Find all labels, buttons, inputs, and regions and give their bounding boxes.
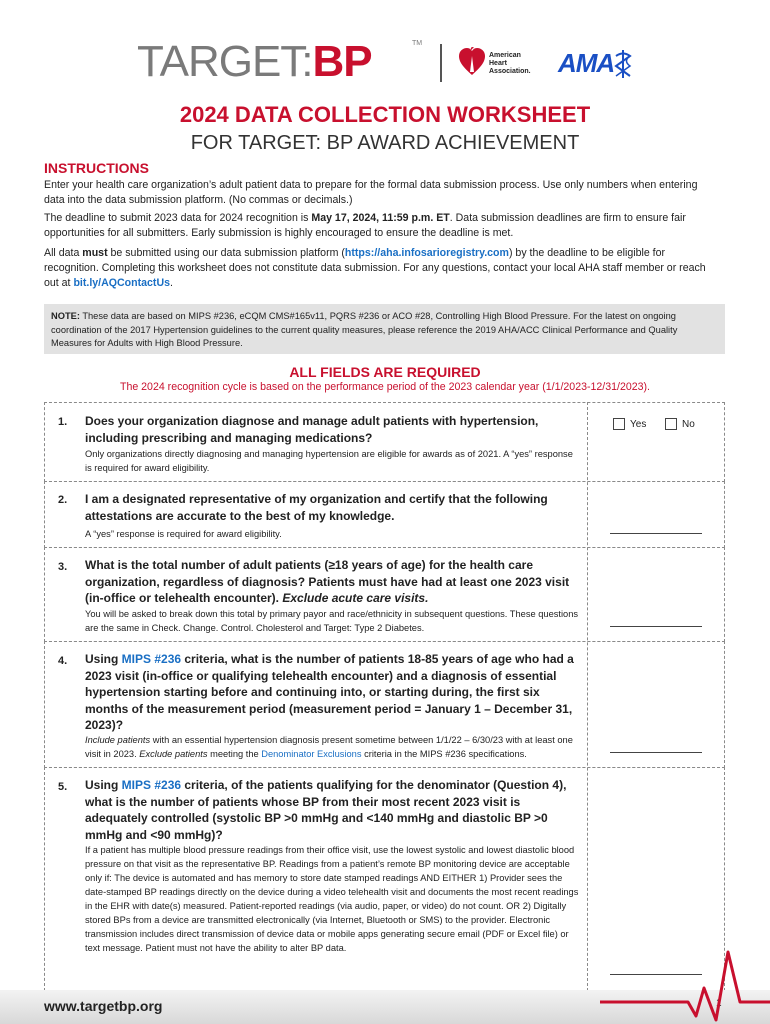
question-4-note	[85, 733, 580, 761]
logo-text-bp: BP	[312, 37, 372, 86]
question-1-text: Does your organization diagnose and manage adult patients with hypertension, including prescribing and managing medications?	[85, 414, 539, 445]
note-label: NOTE:	[51, 311, 80, 321]
target-bp-logo	[137, 38, 372, 86]
contact-us-link[interactable]: bit.ly/AQContactUs	[73, 277, 170, 289]
question-2-note: A “yes” response is required for award eligibility.	[85, 529, 282, 539]
yes-checkbox[interactable]	[613, 418, 625, 430]
page-number: 1	[716, 998, 722, 1009]
question-3-note: You will be asked to break down this total by primary payor and race/ethnicity in subsequent questions. These questions are the same in Check. Change. Control. Cholesterol and Target: Type 2 Diabetes.	[85, 609, 579, 633]
aha-logo	[459, 44, 539, 84]
ama-logo-text: AMA	[558, 48, 615, 78]
question-number: 5.	[58, 781, 68, 793]
question-5-main: Using	[85, 778, 122, 792]
question-1-note: Only organizations directly diagnosing and managing hypertension are eligible for awards as of 2021. A “yes” response is required for award eligibility.	[85, 449, 573, 473]
trademark: TM	[412, 40, 423, 47]
yes-label: Yes	[630, 419, 647, 430]
question-5-text	[85, 777, 580, 843]
question-4-text	[85, 651, 580, 734]
p3-text-end: .	[169, 277, 173, 289]
deadline-date: May 17, 2024, 11:59 p.m. ET	[311, 212, 450, 224]
question-number: 3.	[58, 561, 68, 573]
caduceus-icon	[612, 48, 634, 80]
note-text: These data are based on MIPS #236, eCQM CMS#165v11, PQRS #236 or ACO #28, Controlling High Blood Pressure. For the latest on ongoing coordination of the 2017 Hypertension guidelines to the current quality measures, please reference the 2019 AHA/ACC Clinical Performance and Quality Measures for Adults with High Blood Pressure.	[51, 311, 678, 348]
submission-platform-link[interactable]: https://aha.infosarioregistry.com	[344, 247, 509, 259]
question-3-emphasis: Exclude acute care visits.	[282, 591, 429, 605]
instructions-paragraph-1: Enter your health care organization’s adult patient data to prepare for the formal data submission process. Use only numbers when entering data into the data submission platform. (No commas or decimals.)	[44, 179, 698, 206]
question-5-note: If a patient has multiple blood pressure readings from their office visit, use the lowest systolic and lowest diastolic blood pressure on that visit as the representative BP. Readings from a patient’s remote BP monitoring device are acceptable only if: The device is automated and has memory to store date stamped readings AND EITHER 1) Provider sees the date-stamped BP readings directly on the device during a video telehealth visit and documents the most recent readings in the EHR with date(s) measured. Patient-reported readings (via audio, paper, or video) do not count. OR 2) Digitally stored BPs from a device are transmitted electronically (via Internet, Bluetooth or SMS) to the provider. Electronic transmission includes direct transmission of device data or mobile apps generating secure email (PDF or Excel file) or text message. Patient must not have the ability to alter BP data.	[85, 845, 579, 953]
question-2-text: I am a designated representative of my organization and certify that the following attestations are accurate to the best of my knowledge.	[85, 492, 548, 523]
aha-wordmark: American Heart Association.	[489, 52, 531, 75]
question-4-note-end: criteria in the MIPS #236 specifications.	[361, 749, 527, 759]
must-emphasis: must	[82, 247, 108, 259]
mips-236-link[interactable]: MIPS #236	[121, 652, 182, 666]
no-checkbox[interactable]	[665, 418, 677, 430]
question-4-main-end: criteria, what is the number of patients 18-85 years of age who had a 2023 visit (in-office or qualifying telehealth encounter) and a diagnosis of essential hypertension starting before and continuing into, or starting during, the first six months of the measurement period (measurement period = January 1 – December 31, 2023)?	[85, 652, 574, 732]
question-5-main-end: criteria, of the patients qualifying for the denominator (Question 4), what is the number of patients whose BP from their most recent 2023 visit is adequately controlled (systolic BP >0 mmHg and <140 mmHg and diastolic BP >0 mmHg and <90 mmHg)?	[85, 778, 567, 842]
logo-text-target: TARGET:	[137, 37, 313, 86]
p3-text-mid2: ) by the deadline to be eligible for recognition. Completing this worksheet does not constitute data submission. For any questions, contact your local AHA staff member or reach out at	[44, 247, 706, 289]
p2-text-end: . Data submission deadlines are firm to ensure fair opportunities for all submitters. Early submission is highly encouraged to ensure the deadline is met.	[44, 212, 686, 239]
required-subtext: The 2024 recognition cycle is based on the performance period of the 2023 calendar year (1/1/2023-12/31/2023).	[119, 381, 651, 393]
heartbeat-line-icon	[600, 940, 770, 1024]
include-patients-label: Include patients	[85, 735, 151, 745]
page-subtitle: FOR TARGET: BP AWARD ACHIEVEMENT	[190, 132, 580, 154]
question-3-text	[85, 557, 580, 607]
answer-column-divider	[587, 402, 588, 996]
answer-field-3[interactable]	[610, 626, 702, 627]
answer-field-4[interactable]	[610, 752, 702, 753]
mips-236-link[interactable]: MIPS #236	[121, 778, 182, 792]
no-label: No	[682, 419, 695, 430]
note-box	[44, 304, 725, 354]
question-3-main: What is the total number of adult patients (≥18 years of age) for the health care organization, regardless of diagnosis? Patients must have had at least one 2023 visit (in-office or telehealth encounter).	[85, 558, 570, 605]
p2-text: The deadline to submit 2023 data for 2024 recognition is	[44, 212, 312, 224]
question-number: 2.	[58, 494, 68, 506]
page-title: 2024 DATA COLLECTION WORKSHEET	[179, 102, 591, 127]
p3-text-mid: be submitted using our data submission platform (	[107, 247, 345, 259]
instructions-paragraph-3	[44, 246, 712, 291]
answer-field-2[interactable]	[610, 533, 702, 534]
denominator-exclusions-link[interactable]: Denominator Exclusions	[261, 749, 362, 759]
instructions-paragraph-2	[44, 211, 712, 241]
heart-torch-icon	[459, 46, 485, 76]
header	[0, 38, 770, 88]
footer-url[interactable]: www.targetbp.org	[44, 998, 163, 1014]
question-4-main: Using	[85, 652, 122, 666]
required-heading: ALL FIELDS ARE REQUIRED	[289, 364, 481, 380]
instructions-heading: INSTRUCTIONS	[44, 160, 149, 176]
logo-divider	[440, 44, 442, 82]
exclude-patients-label: Exclude patients	[139, 749, 208, 759]
p3-text: All data	[44, 247, 83, 259]
question-4-note-text: with an essential hypertension diagnosis present sometime between 1/1/22 – 6/30/23 with at least one visit in 2023.	[85, 735, 573, 759]
question-number: 1.	[58, 416, 68, 428]
question-4-note-text2: meeting the	[207, 749, 262, 759]
question-number: 4.	[58, 655, 68, 667]
